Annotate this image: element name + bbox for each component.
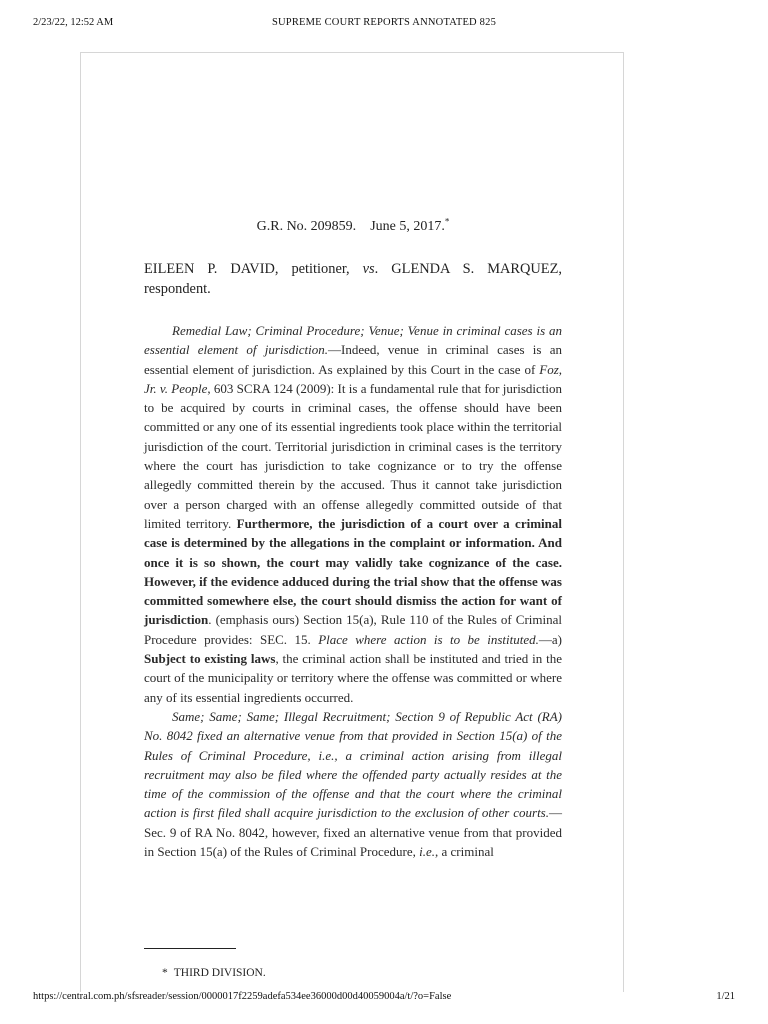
syllabus-segment: —a) bbox=[538, 631, 562, 647]
syllabus-segment: Place where action is to be instituted. bbox=[318, 631, 539, 647]
print-title: SUPREME COURT REPORTS ANNOTATED 825 bbox=[271, 17, 497, 28]
case-parties: EILEEN P. DAVID, petitioner, vs. GLENDA S. MARQUEZ, respondent. bbox=[144, 261, 562, 297]
syllabus-segment: Subject to existing laws bbox=[144, 651, 276, 667]
syllabus bbox=[144, 321, 562, 861]
syllabus-segment: Same; Same; Same; Illegal Recruitment; Section 9 of Republic Act (RA) No. 8042 fixed an alternative venue from that provided in Section 15(a) of the Rules of Criminal Procedure, i.e., a criminal action arising from illegal recruitment may also be filed where the offended party actually resides at the time of the commission of the offense and that the court where the criminal action is first filed shall acquire jurisdiction to the exclusion of other courts. bbox=[144, 708, 562, 821]
syllabus-segment: Remedial Law; Criminal Procedure; Venue; Venue in criminal cases is an essential element of jurisdiction. bbox=[144, 323, 562, 358]
print-datetime: 2/23/22, 12:52 AM bbox=[33, 17, 114, 28]
syllabus-segment: —Indeed, venue in criminal cases is an essential element of jurisdiction. As explained by this Court in the case of bbox=[144, 342, 562, 377]
syllabus-segment: i.e. bbox=[419, 844, 435, 860]
syllabus-segment: , a criminal bbox=[435, 844, 494, 860]
versus-text: vs bbox=[362, 261, 375, 277]
footnote-marker: * bbox=[162, 967, 168, 979]
syllabus-segment: Furthermore, the jurisdiction of a court over a criminal case is determined by the allegations in the complaint or information. And once it is so shown, the court may validly take cognizance of the case. However, if the evidence adduced during the trial show that the offense was committed somewhere else, the court should dismiss the action for want of jurisdiction bbox=[144, 515, 562, 628]
syllabus-segment: —Sec. 9 of RA No. 8042, however, fixed an alternative venue from that provided in Section 15(a) of the Rules of Criminal Procedure, bbox=[144, 805, 562, 860]
syllabus-segment: , 603 SCRA 124 (2009): It is a fundamental rule that for jurisdiction to be acquired by courts in criminal cases, the offense should have been committed or any one of its essential ingredients took place within the territorial jurisdiction of the court. Territorial jurisdiction in criminal cases is the territory where the court has jurisdiction to take cognizance or to try the offense allegedly committed therein by the accused. Thus it cannot take jurisdiction over a person charged with an offense allegedly committed outside of that limited territory. bbox=[144, 380, 562, 531]
footnote bbox=[162, 967, 266, 979]
print-footer bbox=[33, 991, 735, 1005]
document-page bbox=[80, 52, 624, 992]
syllabus-segment: Foz, Jr. v. People bbox=[144, 361, 562, 396]
footnote-divider bbox=[144, 948, 236, 949]
print-header bbox=[33, 17, 735, 31]
case-gr-number: G.R. No. 209859. bbox=[256, 219, 357, 234]
syllabus-segment: , the criminal action shall be instituted and tried in the court of the municipality or territory where the offense was committed or where any of its essential ingredients occurred. bbox=[144, 651, 562, 705]
footnote-text: THIRD DIVISION. bbox=[173, 967, 266, 979]
print-page-number: 1/21 bbox=[716, 991, 735, 1002]
footnote-reference[interactable]: * bbox=[444, 216, 450, 227]
case-date: June 5, 2017. bbox=[370, 219, 445, 234]
print-url: https://central.com.ph/sfsreader/session/0000017f2259adefa534ee36000d00d40059004a/t/?o=False bbox=[33, 991, 452, 1002]
syllabus-paragraph bbox=[144, 707, 562, 861]
case-number-line bbox=[144, 216, 562, 235]
syllabus-segment: . (emphasis ours) Section 15(a), Rule 110 of the Rules of Criminal Procedure provides: SEC. 15. bbox=[144, 612, 562, 647]
syllabus-paragraph bbox=[144, 321, 562, 707]
